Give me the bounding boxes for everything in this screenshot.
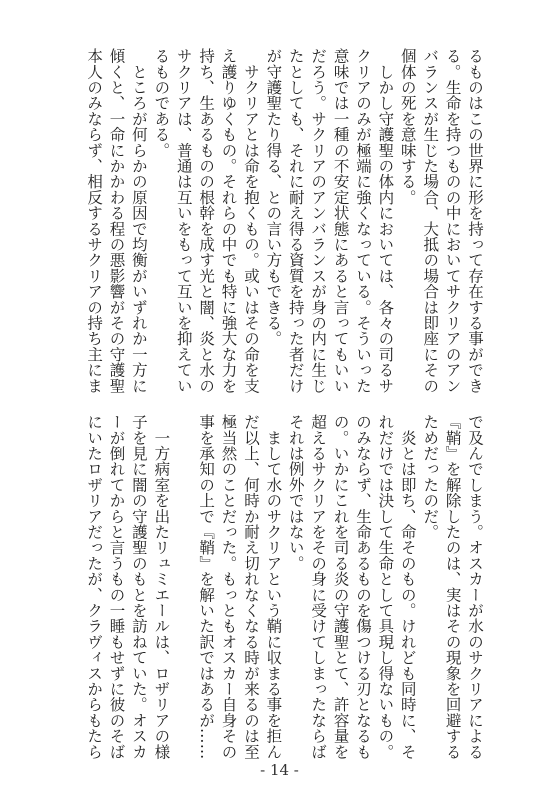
text-line: にいたロザリアだったが、クラヴィスからもたら: [85, 414, 104, 760]
text-line: るものである。: [152, 48, 171, 158]
text-line: 傾くと、一命にかかわる程の悪影響がその守護聖: [107, 48, 126, 394]
text-line: それは例外ではない。: [286, 414, 305, 571]
text-line: え護りゆくもの。それらの中でも特に強大な力を: [219, 48, 238, 394]
text-line: しかし守護聖の体内においては、各々の司るサ: [376, 48, 395, 394]
text-line: 極当然のことだった。もっともオスカー自身その: [219, 414, 238, 760]
text-line: クリアのみが極端に強くなっている。そういった: [353, 48, 372, 394]
text-block-top: [60, 48, 486, 394]
page-number: - 14 -: [260, 761, 299, 779]
text-line: 炎とは即ち、命そのもの。けれども同時に、そ: [398, 414, 417, 760]
text-line: サクリアは、普通は互いをもって互いを抑えてい: [174, 48, 193, 394]
text-line: まして水のサクリアという鞘に収まる事を拒ん: [264, 414, 283, 760]
text-line: だ以上、何時か耐え切れなくなる時が来るのは至: [241, 414, 260, 760]
text-line: バランスが生じた場合、大抵の場合は即座にその: [421, 48, 440, 394]
text-line: ためだったのだ。: [421, 414, 440, 540]
text-line: れだけでは決して生命として具現し得ないもの。: [376, 414, 395, 760]
text-line: 意味では一種の不安定状態にあると言ってもいい: [331, 48, 350, 394]
text-line: サクリアとは命を抱くもの。或いはその命を支: [241, 48, 260, 394]
text-line: 超えるサクリアをその身に受けてしまったならば: [309, 414, 328, 760]
text-line: 事を承知の上で『鞘』を解いた訳ではあるが……: [197, 414, 216, 760]
text-line: るものはこの世界に形を持って存在する事ができ: [466, 48, 484, 394]
text-line: 一方病室を出たリュミエールは、ロザリアの様: [152, 414, 171, 760]
text-line: 『鞘』を解除したのは、実はその現象を回避する: [443, 414, 462, 760]
text-line: ところが何らかの原因で均衡がいずれか一方に: [129, 48, 148, 394]
text-line: る。生命を持つものの中においてサクリアのアン: [443, 48, 462, 394]
text-line: の。いかにこれを司る炎の守護聖とて、許容量を: [331, 414, 350, 760]
text-line: 持ち、生あるものの根幹を成す光と闇、炎と水の: [197, 48, 216, 394]
text-line: 本人のみならず、相反するサクリアの持ち主にま: [85, 48, 104, 394]
text-line: だろう。サクリアのアンバランスが身の内に生じ: [309, 48, 328, 394]
text-line: 子を見に闇の守護聖のもとを訪ねていた。オスカ: [129, 414, 148, 760]
text-line: で及んでしまう。オスカーが水のサクリアによる: [466, 414, 484, 760]
text-line: が守護聖たり得る、との言い方もできる。: [264, 48, 283, 347]
text-line: ーが倒れてからと言うもの一睡もせずに彼のそば: [107, 414, 126, 760]
text-line: [172, 414, 194, 740]
text-line: 個体の死を意味する。: [398, 48, 417, 205]
text-line: のみならず、生命あるものを傷つける刃となるも: [353, 414, 372, 760]
text-line: たとしても、それに耐え得る資質を持った者だけ: [286, 48, 305, 394]
text-block-bottom: [60, 414, 486, 760]
